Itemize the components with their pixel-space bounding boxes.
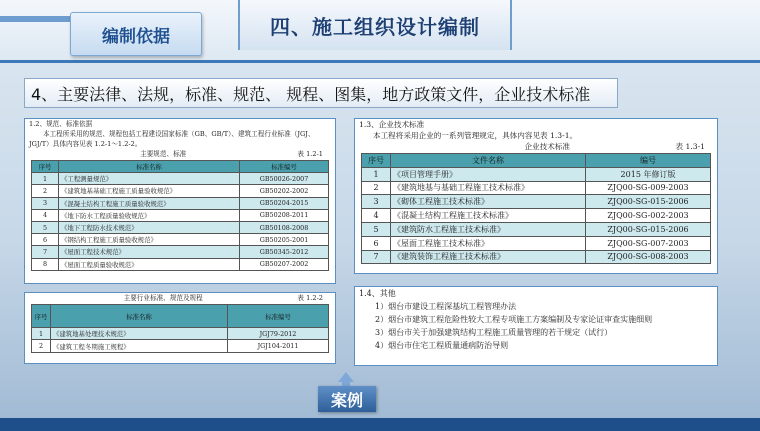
section-tag-label: 编制依据 (102, 26, 170, 47)
list-item: 3）烟台市关于加强建筑结构工程施工质量管理的若干规定（试行） (375, 328, 613, 337)
national-caption-row (25, 149, 335, 159)
list-item: 2）烟台市建筑工程危险性较大工程专项施工方案编制及专家论证审查实施细则 (375, 315, 653, 324)
table-row (32, 185, 329, 197)
industry-caption: 主要行业标准、规范及规程 (123, 294, 203, 302)
row-no: 7 (362, 250, 391, 264)
row-name: 《建筑装饰工程施工技术标准》 (391, 250, 586, 264)
row-no: 6 (362, 236, 391, 250)
industry-standards-panel (24, 292, 336, 364)
row-code: ZJQ00-SG-007-2003 (586, 236, 711, 250)
section-tag (70, 12, 202, 56)
title-box (238, 0, 512, 50)
row-no: 2 (362, 181, 391, 195)
other-panel (354, 286, 718, 366)
col-no-header: 序号 (32, 161, 59, 173)
col-code-header: 编号 (586, 154, 711, 168)
row-no: 4 (32, 209, 59, 221)
row-no: 8 (32, 258, 59, 270)
table-row (32, 258, 329, 270)
row-code: ZJQ00-SG-002-2003 (586, 209, 711, 223)
row-name: 《建筑工程冬期施工规程》 (51, 340, 228, 352)
other-heading: 1.4、其他 (359, 289, 396, 298)
row-no: 1 (362, 167, 391, 181)
footer-bar (0, 418, 760, 431)
enterprise-intro: 本工程将采用企业的一系列管理规定，具体内容见表 1.3-1。 (373, 131, 578, 140)
row-no: 3 (362, 195, 391, 209)
row-no: 3 (32, 197, 59, 209)
row-no: 2 (32, 340, 51, 352)
enterprise-table (361, 153, 711, 264)
row-name: 《混凝土结构工程施工质量验收规范》 (59, 197, 240, 209)
col-name-header: 标准名称 (51, 305, 228, 328)
row-code: GB50202-2002 (240, 185, 329, 197)
table-row (32, 209, 329, 221)
national-intro: 本工程所采用的规范、规程包括工程建设国家标准（GB、GB/T）、建筑工程行业标准（JGJ、JGJ/T）具体内容见表 1.2-1～1.2-2。 (29, 130, 315, 148)
row-name: 《砌体工程施工技术标准》 (391, 195, 586, 209)
row-no: 1 (32, 328, 51, 340)
page-title: 四、施工组织设计编制 (270, 14, 480, 39)
row-no: 2 (32, 185, 59, 197)
row-name: 《地下防水工程质量验收规范》 (59, 209, 240, 221)
subheading: 4、主要法律、法规，标准、规范、 规程、图集，地方政策文件，企业技术标准 (31, 84, 591, 104)
col-name-header: 标准名称 (59, 161, 240, 173)
row-no: 4 (362, 209, 391, 223)
national-heading: 1.2、规范、标准依据 (29, 120, 93, 128)
row-code: 2015 年修订版 (586, 167, 711, 181)
col-code-header: 标准编号 (228, 305, 329, 328)
table-row (362, 181, 711, 195)
row-no: 5 (32, 221, 59, 233)
table-row (362, 236, 711, 250)
row-name: 《屋面工程质量验收规范》 (59, 258, 240, 270)
enterprise-caption-row (355, 141, 717, 152)
row-name: 《混凝土结构工程施工技术标准》 (391, 209, 586, 223)
row-name: 《项目管理手册》 (391, 167, 586, 181)
row-name: 《工程测量规范》 (59, 173, 240, 185)
table-row (32, 173, 329, 185)
table-row (32, 197, 329, 209)
row-no: 1 (32, 173, 59, 185)
row-code: GB50207-2002 (240, 258, 329, 270)
table-row (32, 221, 329, 233)
row-code: GB50208-2011 (240, 209, 329, 221)
row-code: GB50204-2015 (240, 197, 329, 209)
col-no-header: 序号 (362, 154, 391, 168)
table-row (32, 328, 329, 340)
col-name-header: 文件名称 (391, 154, 586, 168)
row-name: 《建筑地基基础工程施工质量验收规范》 (59, 185, 240, 197)
row-no: 5 (362, 222, 391, 236)
enterprise-heading: 1.3、企业技术标准 (359, 120, 425, 129)
list-item: 1）烟台市建设工程深基坑工程管理办法 (375, 302, 517, 311)
row-code: JGJ104-2011 (228, 340, 329, 352)
row-name: 《建筑地基与基础工程施工技术标准》 (391, 181, 586, 195)
row-code: JGJ79-2012 (228, 328, 329, 340)
enterprise-table-no: 表 1.3-1 (675, 142, 705, 151)
table-row (362, 222, 711, 236)
header-rule (0, 60, 760, 63)
table-row (362, 209, 711, 223)
table-row (362, 195, 711, 209)
industry-table (31, 304, 329, 353)
row-name: 《屋面工程技术规范》 (59, 246, 240, 258)
row-name: 《屋面工程施工技术标准》 (391, 236, 586, 250)
row-code: ZJQ00-SG-008-2003 (586, 250, 711, 264)
row-code: ZJQ00-SG-015-2006 (586, 222, 711, 236)
row-code: ZJQ00-SG-015-2006 (586, 195, 711, 209)
national-table (31, 160, 329, 271)
list-item: 4）烟台市住宅工程质量通病防治导则 (375, 341, 509, 350)
table-row (362, 167, 711, 181)
table-header-row (362, 154, 711, 168)
table-row (32, 340, 329, 352)
industry-caption-row (25, 293, 335, 303)
row-no: 7 (32, 246, 59, 258)
row-code: GB50205-2001 (240, 234, 329, 246)
national-standards-panel (24, 118, 336, 284)
col-code-header: 标准编号 (240, 161, 329, 173)
table-row (32, 234, 329, 246)
row-code: GB50026-2007 (240, 173, 329, 185)
table-header-row (32, 305, 329, 328)
row-code: GB50108-2008 (240, 221, 329, 233)
enterprise-standards-panel (354, 118, 718, 274)
table-row (362, 250, 711, 264)
case-button[interactable] (318, 386, 376, 412)
national-caption: 主要规范、标准 (140, 150, 187, 158)
table-row (32, 246, 329, 258)
row-name: 《建筑地基处理技术规范》 (51, 328, 228, 340)
row-name: 《钢结构工程施工质量验收规范》 (59, 234, 240, 246)
row-code: GB50345-2012 (240, 246, 329, 258)
row-name: 《建筑防水工程施工技术标准》 (391, 222, 586, 236)
header-accent (0, 16, 70, 22)
national-table-no: 表 1.2-1 (297, 150, 323, 158)
row-code: ZJQ00-SG-009-2003 (586, 181, 711, 195)
enterprise-caption: 企业技术标准 (524, 142, 571, 151)
case-button-label: 案例 (330, 390, 363, 410)
industry-table-no: 表 1.2-2 (297, 294, 323, 302)
row-no: 6 (32, 234, 59, 246)
subheading-bar (24, 78, 618, 108)
row-name: 《地下工程防水技术规范》 (59, 221, 240, 233)
col-no-header: 序号 (32, 305, 51, 328)
table-header-row (32, 161, 329, 173)
